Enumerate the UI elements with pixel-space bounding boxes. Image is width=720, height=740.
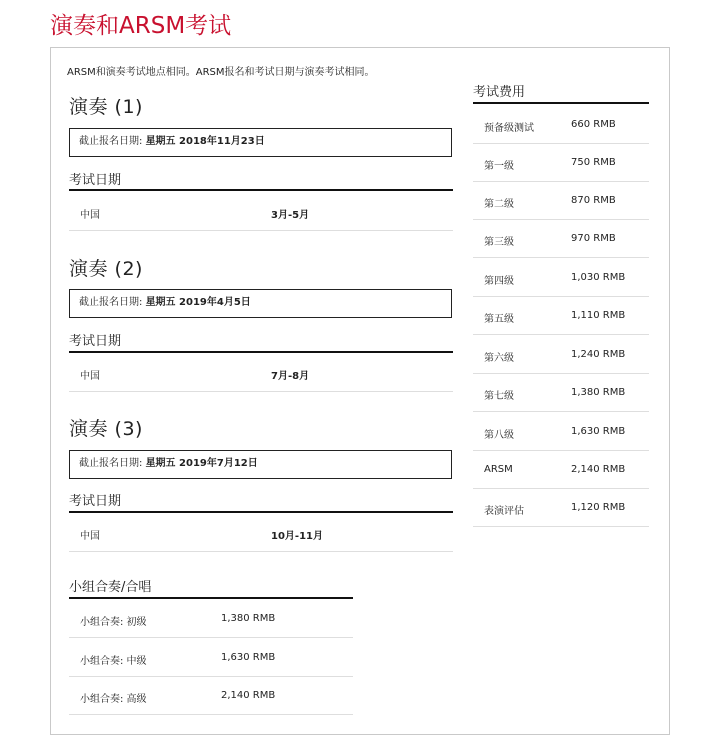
fee-amount: 1,110 RMB [571,310,626,321]
fee-amount: 970 RMB [571,233,616,244]
fee-grade: 第七级 [484,391,514,402]
row-divider [69,637,353,638]
performance-1-title: 演奏 (1) [69,96,143,118]
performance-2-deadline-box [69,289,452,318]
fee-amount: 1,380 RMB [571,387,626,398]
ensemble-level: 小组合奏: 初级 [80,617,147,628]
row-divider [473,488,649,489]
row-divider [473,181,649,182]
section-rule [473,102,649,104]
row-divider [473,411,649,412]
row-divider [69,230,453,231]
row-divider [69,551,453,552]
row-divider [473,373,649,374]
fee-amount: 1,030 RMB [571,272,626,283]
fee-grade: 表演评估 [484,506,524,517]
row-divider [473,450,649,451]
deadline-label: 截止报名日期: [79,136,146,147]
row-divider [473,334,649,335]
intro-text: ARSM和演奏考试地点相同。ARSM报名和考试日期与演奏考试相同。 [67,67,375,78]
ensemble-fee: 2,140 RMB [221,690,276,701]
ensemble-fee: 1,630 RMB [221,652,276,663]
row-divider [69,714,353,715]
fee-grade: 第八级 [484,430,514,441]
performance-3-dates-title: 考试日期 [69,494,122,509]
performance-3-dates: 10月-11月 [271,531,323,542]
row-divider [473,257,649,258]
performance-3-title: 演奏 (3) [69,418,143,440]
fee-amount: 660 RMB [571,119,616,130]
fees-title: 考试费用 [473,85,526,100]
fee-amount: 1,120 RMB [571,502,626,513]
fee-amount: 870 RMB [571,195,616,206]
fee-amount: 2,140 RMB [571,464,626,475]
performance-3-location: 中国 [80,531,100,542]
fee-amount: 1,630 RMB [571,426,626,437]
deadline-value: 星期五 2018年11月23日 [145,136,265,147]
fee-grade: 第一级 [484,161,514,172]
performance-2-title: 演奏 (2) [69,258,143,280]
section-rule [69,597,353,599]
row-divider [69,676,353,677]
fee-grade: 预备级测试 [484,123,534,134]
fee-amount: 1,240 RMB [571,349,626,360]
row-divider [473,296,649,297]
performance-2-dates: 7月-8月 [271,371,310,382]
row-divider [473,219,649,220]
section-rule [69,351,453,353]
row-divider [473,526,649,527]
performance-2-location: 中国 [80,371,100,382]
ensemble-level: 小组合奏: 中级 [80,656,147,667]
section-rule [69,189,453,191]
ensemble-fee: 1,380 RMB [221,613,276,624]
performance-1-dates-title: 考试日期 [69,173,122,188]
ensemble-level: 小组合奏: 高级 [80,694,147,705]
fee-grade: 第三级 [484,237,514,248]
row-divider [69,391,453,392]
fee-grade: 第五级 [484,314,514,325]
fee-grade: 第六级 [484,353,514,364]
deadline-value: 星期五 2019年4月5日 [145,297,251,308]
fee-grade: 第二级 [484,199,514,210]
performance-2-dates-title: 考试日期 [69,334,122,349]
section-rule [69,511,453,513]
deadline-label: 截止报名日期: [79,458,146,469]
fee-grade: 第四级 [484,276,514,287]
ensemble-title: 小组合奏/合唱 [69,580,152,595]
fee-amount: 750 RMB [571,157,616,168]
row-divider [473,143,649,144]
performance-1-deadline-box [69,128,452,157]
performance-1-location: 中国 [80,210,100,221]
page-title: 演奏和ARSM考试 [50,13,232,39]
performance-1-dates: 3月-5月 [271,210,310,221]
fee-grade: ARSM [484,464,513,475]
deadline-value: 星期五 2019年7月12日 [145,458,258,469]
deadline-label: 截止报名日期: [79,297,146,308]
performance-3-deadline-box [69,450,452,479]
